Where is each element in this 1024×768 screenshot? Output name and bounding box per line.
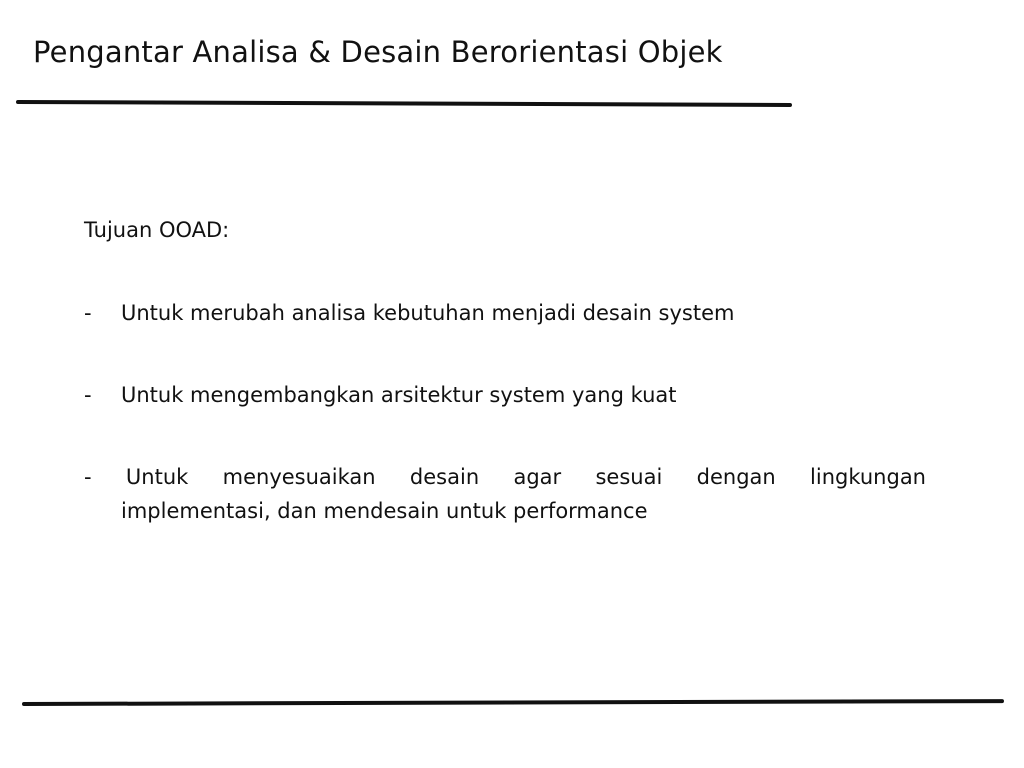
title-underline [16,100,792,107]
bullet-text: Untuk merubah analisa kebutuhan menjadi desain system [121,301,735,325]
slide-title: Pengantar Analisa & Desain Berorientasi Objek [33,35,723,69]
intro-heading: Tujuan OOAD: [84,218,230,242]
bullet-text: Untuk mengembangkan arsitektur system yang kuat [121,383,677,407]
bullet-text-line-2: implementasi, dan mendesain untuk performance [121,499,648,523]
bullet-dash: - [84,301,92,325]
bullet-item [84,378,677,412]
bullet-dash: - [84,383,92,407]
bullet-text-line-1: - Untuk menyesuaikan desain agar sesuai dengan lingkungan [84,465,926,489]
footer-rule [22,699,1004,706]
bullet-item [84,296,734,330]
bullet-item [84,460,926,528]
